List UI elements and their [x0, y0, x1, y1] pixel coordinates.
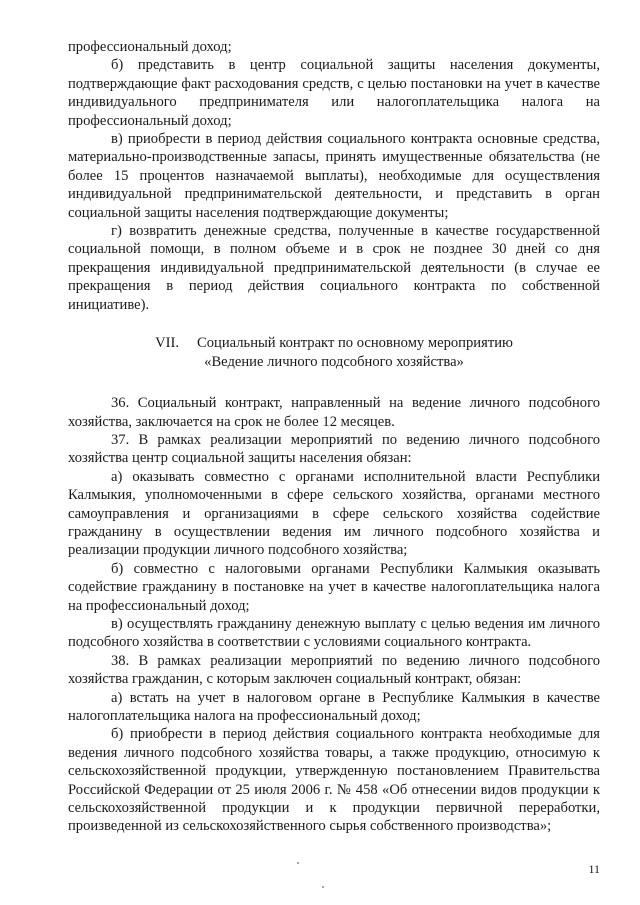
paragraph-38-a: а) встать на учет в налоговом органе в Республике Калмыкия в качестве налогоплательщика налога на профессиональный доход;: [68, 689, 600, 724]
section-title-line2: «Ведение личного подсобного хозяйства»: [204, 354, 464, 371]
paragraph-continuation: профессиональный доход;: [68, 39, 232, 55]
top-paragraphs: [68, 38, 600, 314]
paragraph-36: 36. Социальный контракт, направленный на ведение личного подсобного хозяйства, заключается на срок не более 12 месяцев.: [68, 395, 600, 430]
scan-speck: [322, 886, 324, 888]
document-page: [68, 38, 600, 836]
paragraph-37: 37. В рамках реализации мероприятий по ведению личного подсобного хозяйства центр социальной защиты населения обязан:: [68, 431, 600, 467]
paragraph-item-g: г) возвратить денежные средства, полученные в качестве государственной социальной помощи, в полном объеме и в срок не позднее 30 дней со дня прекращения индивидуальной предпринимательской деятельности (в случае ее прекращения в период действия социального контракта по собственной инициативе).: [68, 223, 600, 313]
scan-speck: [297, 862, 299, 864]
paragraph-item-b: б) представить в центр социальной защиты населения документы, подтверждающие факт расходования средств, с целью постановки на учет в качестве индивидуального предпринимателя или налогоплательщика налога на профессиональный доход;: [68, 57, 600, 129]
section-heading: [68, 334, 600, 372]
paragraph-38: 38. В рамках реализации мероприятий по ведению личного подсобного хозяйства гражданин, с которым заключен социальный контракт, обязан:: [68, 652, 600, 688]
paragraph-item-v: в) приобрести в период действия социального контракта основные средства, материально-производственные запасы, принять имущественные обязательства (не более 15 процентов назначаемой выплаты), необходимые для осуществления индивидуальной предпринимательской деятельности, и представить в орган социальной защиты населения подтверждающие документы;: [68, 131, 600, 221]
bottom-paragraphs: [68, 394, 600, 836]
section-title-line1: Социальный контракт по основному мероприятию: [197, 335, 513, 352]
section-heading-line1: [68, 334, 600, 353]
paragraph-38-b: б) приобрести в период действия социального контракта необходимые для ведения личного подсобного хозяйства товары, а также продукцию, относимую к сельскохозяйственной продукции, утвержденную постановлением Правительства Российской Федерации от 25 июля 2006 г. № 458 «Об отнесении видов продукции к сельскохозяйственной продукции и к продукции первичной переработки, произведенной из сельскохозяйственного сырья собственного производства»;: [68, 726, 600, 835]
paragraph-37-b: б) совместно с налоговыми органами Республики Калмыкия оказывать содействие гражданину в постановке на учет в качестве налогоплательщика налога на профессиональный доход;: [68, 560, 600, 614]
paragraph-37-v: в) осуществлять гражданину денежную выплату с целью ведения им личного подсобного хозяйства в соответствии с условиями социального контракта.: [68, 615, 600, 651]
page-number: 11: [588, 862, 600, 876]
section-number: VII.: [155, 335, 179, 352]
paragraph-37-a: а) оказывать совместно с органами исполнительной власти Республики Калмыкия, уполномоченными в сфере сельского хозяйства, органами местного самоуправления и организациями в сфере сельского хозяйства содействие гражданину в осуществлении ведения им личного подсобного хозяйства и реализации продукции личного подсобного хозяйства;: [68, 468, 600, 559]
